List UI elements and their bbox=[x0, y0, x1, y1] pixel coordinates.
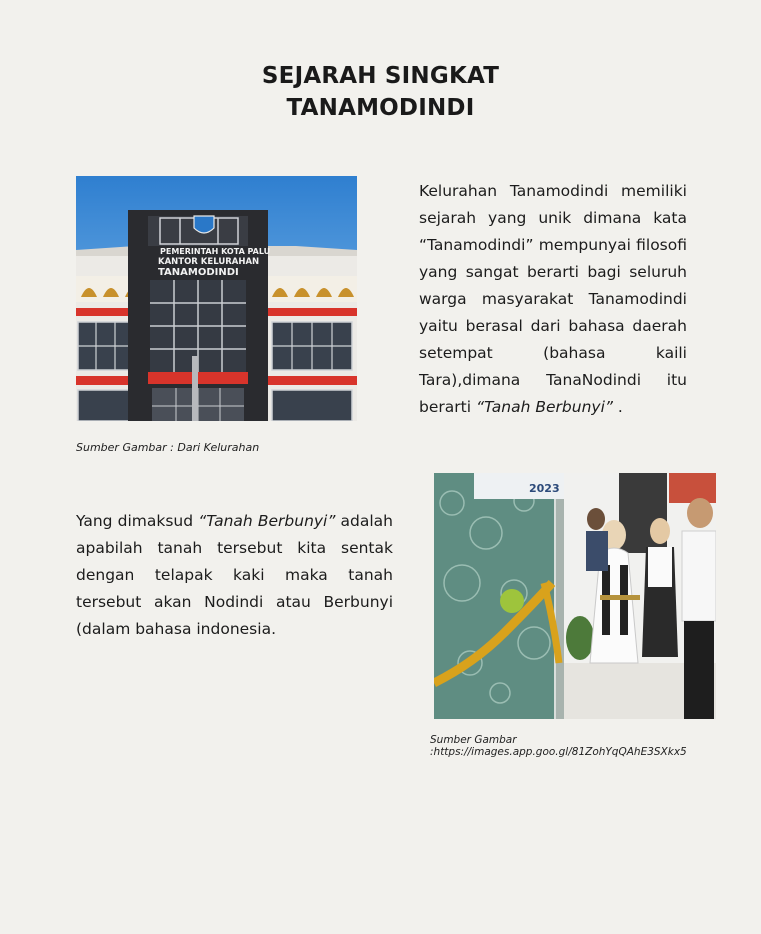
para1-emphasis: “Tanah Berbunyi” bbox=[475, 398, 613, 416]
banner-year: 2023 bbox=[529, 482, 560, 495]
para2-text-start: Yang dimaksud bbox=[76, 512, 199, 530]
para1-end: . bbox=[612, 398, 623, 416]
title-line-2: TANAMODINDI bbox=[286, 95, 475, 121]
kelurahan-building-photo bbox=[76, 176, 357, 421]
sign-line-2: KANTOR KELURAHAN bbox=[158, 257, 260, 267]
inauguration-photo bbox=[434, 473, 716, 719]
sign-line-1: PEMERINTAH KOTA PALU bbox=[160, 247, 271, 256]
image-caption-1: Sumber Gambar : Dari Kelurahan bbox=[76, 441, 260, 454]
history-paragraph-1 bbox=[419, 178, 687, 421]
page-title bbox=[0, 60, 761, 124]
image-caption-2: Sumber Gambar :https://images.app.goo.gl/81ZohYqQAhE3SXkx5 bbox=[430, 734, 687, 758]
sign-line-3: TANAMODINDI bbox=[158, 267, 239, 278]
para1-text: Kelurahan Tanamodindi memiliki sejarah yang unik dimana kata “Tanamodindi” mempunyai filosofi yang sangat berarti bagi seluruh warga masyarakat Tanamodindi yaitu berasal dari bahasa daerah setempat (bahasa kaili Tara),dimana TanaNodindi itu berarti bbox=[419, 182, 687, 416]
para2-emphasis: “Tanah Berbunyi” bbox=[198, 512, 336, 530]
history-paragraph-2 bbox=[76, 508, 393, 643]
para2-text-rest: adalah apabilah tanah tersebut kita sentak dengan telapak kaki maka tanah tersebut akan Nodindi atau Berbunyi (dalam bahasa indonesia. bbox=[76, 512, 393, 638]
title-line-1: SEJARAH SINGKAT bbox=[261, 63, 500, 89]
